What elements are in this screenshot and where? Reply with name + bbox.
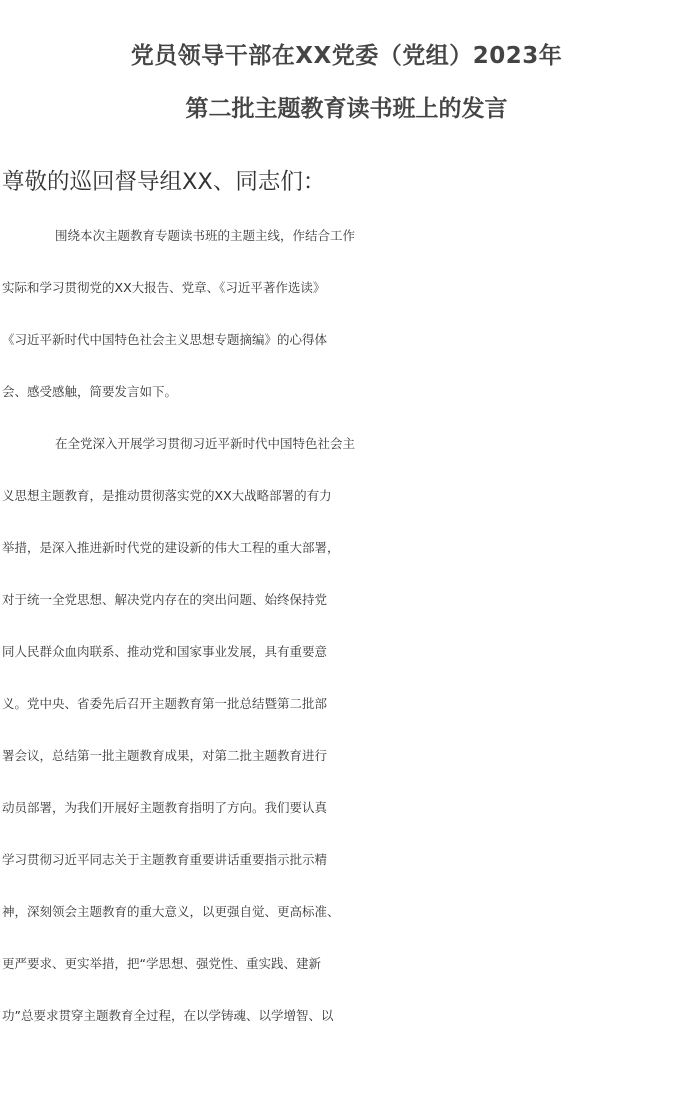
paragraph-2-line: 举措，是深入推进新时代党的建设新的伟大工程的重大部署，	[2, 540, 340, 555]
paragraph-1-line: 《习近平新时代中国特色社会主义思想专题摘编》的心得体	[2, 332, 328, 347]
paragraph-2-line: 对于统一全党思想、解决党内存在的突出问题、始终保持党	[2, 592, 328, 607]
greeting: 尊敬的巡回督导组XX、同志们：	[2, 169, 326, 195]
paragraph-2	[2, 418, 693, 1042]
paragraph-2-line: 更严要求、更实举措，把“学思想、强党性、重实践、建新	[2, 956, 321, 971]
paragraph-2-line: 同人民群众血肉联系、推动党和国家事业发展，具有重要意	[2, 644, 328, 659]
paragraph-2-line: 动员部署，为我们开展好主题教育指明了方向。我们要认真	[2, 800, 328, 815]
paragraph-2-line: 署会议，总结第一批主题教育成果，对第二批主题教育进行	[2, 748, 328, 763]
title-line-1: 党员领导干部在XX党委（党组）2023年	[130, 43, 563, 69]
paragraph-2-line: 义思想主题教育，是推动贯彻落实党的XX大战略部署的有力	[2, 488, 332, 503]
paragraph-2-line: 义。党中央、省委先后召开主题教育第一批总结暨第二批部	[2, 696, 328, 711]
paragraph-1	[2, 210, 693, 418]
title-line-2: 第二批主题教育读书班上的发言	[185, 96, 508, 122]
paragraph-2-line: 神，深刻领会主题教育的重大意义，以更强自觉、更高标准、	[2, 904, 340, 919]
paragraph-1-line: 实际和学习贯彻党的XX大报告、党章、《习近平著作选读》	[2, 280, 326, 295]
document-title	[0, 0, 693, 136]
paragraph-2-line: 学习贯彻习近平同志关于主题教育重要讲话重要指示批示精	[2, 852, 328, 867]
paragraph-2-line: 功”总要求贯穿主题教育全过程，在以学铸魂、以学增智、以	[2, 1008, 334, 1023]
paragraph-2-line: 在全党深入开展学习贯彻习近平新时代中国特色社会主	[55, 436, 356, 451]
paragraph-1-line: 会、感受感触，简要发言如下。	[2, 384, 178, 399]
paragraph-1-line: 围绕本次主题教育专题读书班的主题主线，作结合工作	[55, 228, 356, 243]
